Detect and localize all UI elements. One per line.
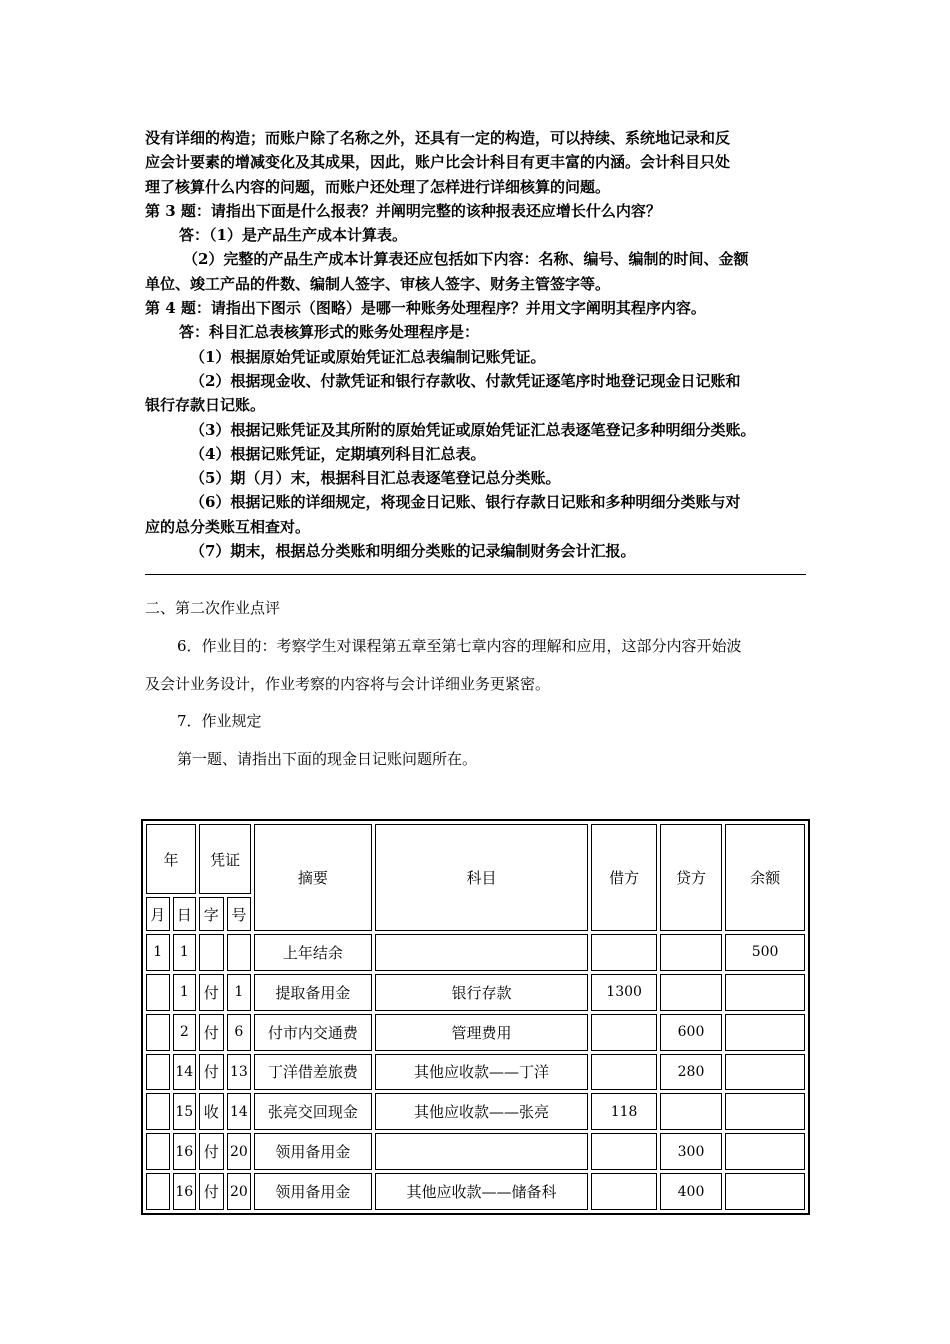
cell-debit <box>591 934 656 971</box>
q4-step-7: （7）期末，根据总分类账和明细分类账的记录编制财务会计汇报。 <box>190 542 636 561</box>
header-summary: 摘要 <box>254 824 372 931</box>
cell-summary: 上年结余 <box>254 934 372 971</box>
table-row <box>146 934 805 971</box>
q3-question: 第 3 题：请指出下面是什么报表？并阐明完整的该种报表还应增长什么内容？ <box>145 201 661 220</box>
cell-number: 20 <box>227 1133 252 1170</box>
cell-month <box>146 1133 170 1170</box>
cell-month <box>146 1014 170 1051</box>
intro-line-2: 应会计要素的增减变化及其成果，因此，账户比会计科目有更丰富的内涵。会计科目只处 <box>145 153 731 172</box>
cell-day: 1 <box>173 934 197 971</box>
q4-step-3: （3）根据记账凭证及其所附的原始凭证或原始凭证汇总表逐笔登记多种明细分类账。 <box>190 420 756 439</box>
cell-number: 1 <box>227 974 252 1011</box>
cell-type: 付 <box>199 1173 224 1210</box>
table-row <box>146 1093 805 1130</box>
cell-type: 付 <box>199 974 224 1011</box>
cell-balance <box>725 974 805 1011</box>
cell-balance: 500 <box>725 934 805 971</box>
q4-answer-intro: 答：科目汇总表核算形式的账务处理程序是： <box>179 323 480 342</box>
cell-debit <box>591 1054 656 1091</box>
answer-block <box>145 126 810 563</box>
cell-number: 6 <box>227 1014 252 1051</box>
table-row <box>146 974 805 1011</box>
cell-summary: 提取备用金 <box>254 974 372 1011</box>
cell-month <box>146 1093 170 1130</box>
q4-step-5: （5）期（月）末，根据科目汇总表逐笔登记总分类账。 <box>190 469 561 488</box>
header-year: 年 <box>146 824 196 894</box>
item-6-line-2: 及会计业务设计，作业考察的内容将与会计详细业务更紧密。 <box>145 674 551 693</box>
cell-day: 16 <box>173 1173 197 1210</box>
header-month: 月 <box>146 897 170 931</box>
cell-summary: 丁洋借差旅费 <box>254 1054 372 1091</box>
q4-question: 第 4 题：请指出下图示（图略）是哪一种账务处理程序？并用文字阐明其程序内容。 <box>145 299 706 318</box>
cell-account: 其他应收款——丁洋 <box>375 1054 589 1091</box>
header-row-1 <box>146 824 805 894</box>
cell-debit: 118 <box>591 1093 656 1130</box>
cell-account: 银行存款 <box>375 974 589 1011</box>
header-account: 科目 <box>375 824 589 931</box>
cell-account: 其他应收款——储备科 <box>375 1173 589 1210</box>
cell-balance <box>725 1173 805 1210</box>
cell-debit: 1300 <box>591 974 656 1011</box>
cell-summary: 付市内交通费 <box>254 1014 372 1051</box>
cell-month <box>146 1054 170 1091</box>
cell-summary: 领用备用金 <box>254 1173 372 1210</box>
q4-step-4: （4）根据记账凭证，定期填列科目汇总表。 <box>190 444 486 463</box>
header-voucher: 凭证 <box>199 824 251 894</box>
section-2 <box>145 590 810 779</box>
question-1: 第一题、请指出下面的现金日记账问题所在。 <box>177 750 478 769</box>
header-credit: 贷方 <box>660 824 722 931</box>
cell-day: 14 <box>173 1054 197 1091</box>
intro-line-1: 没有详细的构造；而账户除了名称之外，还具有一定的构造，可以持续、系统地记录和反 <box>145 129 731 147</box>
cell-debit <box>591 1133 656 1170</box>
table-row <box>146 1133 805 1170</box>
cell-credit: 600 <box>660 1014 722 1051</box>
cell-balance <box>725 1014 805 1051</box>
q4-step-1: （1）根据原始凭证或原始凭证汇总表编制记账凭证。 <box>190 347 546 366</box>
intro-line-3: 理了核算什么内容的问题，而账户还处理了怎样进行详细核算的问题。 <box>145 177 611 196</box>
cell-balance <box>725 1133 805 1170</box>
item-6-line-1: 6．作业目的：考察学生对课程第五章至第七章内容的理解和应用，这部分内容开始波 <box>177 636 742 655</box>
cell-credit: 280 <box>660 1054 722 1091</box>
cell-day: 2 <box>173 1014 197 1051</box>
cell-day: 1 <box>173 974 197 1011</box>
cell-type: 付 <box>199 1014 224 1051</box>
table-row <box>146 1014 805 1051</box>
cell-month <box>146 1173 170 1210</box>
cell-account <box>375 1133 589 1170</box>
cell-type <box>199 934 224 971</box>
item-7: 7．作业规定 <box>177 712 262 731</box>
cell-number: 13 <box>227 1054 252 1091</box>
cell-month: 1 <box>146 934 170 971</box>
cell-type: 付 <box>199 1133 224 1170</box>
cell-credit <box>660 974 722 1011</box>
cell-day: 15 <box>173 1093 197 1130</box>
cell-account <box>375 934 589 971</box>
cell-credit: 400 <box>660 1173 722 1210</box>
q4-step-2-line-1: （2）根据现金收、付款凭证和银行存款收、付款凭证逐笔序时地登记现金日记账和 <box>190 371 741 390</box>
cell-number: 20 <box>227 1173 252 1210</box>
cell-debit <box>591 1014 656 1051</box>
cell-account: 其他应收款——张亮 <box>375 1093 589 1130</box>
cell-credit <box>660 1093 722 1130</box>
cash-journal-table <box>141 819 810 1215</box>
cell-debit <box>591 1173 656 1210</box>
q3-answer-2-line-1: （2）完整的产品生产成本计算表还应包括如下内容：名称、编号、编制的时间、金额 <box>183 250 749 269</box>
cell-month <box>146 974 170 1011</box>
cell-balance <box>725 1054 805 1091</box>
header-day: 日 <box>173 897 197 931</box>
cell-balance <box>725 1093 805 1130</box>
header-balance: 余额 <box>725 824 805 931</box>
cell-credit <box>660 934 722 971</box>
table-row <box>146 1173 805 1210</box>
q4-step-6-line-2: 应的总分类账互相查对。 <box>145 517 311 536</box>
header-number: 号 <box>227 897 252 931</box>
cell-summary: 张亮交回现金 <box>254 1093 372 1130</box>
cell-type: 付 <box>199 1054 224 1091</box>
cell-number: 14 <box>227 1093 252 1130</box>
cell-day: 16 <box>173 1133 197 1170</box>
cell-summary: 领用备用金 <box>254 1133 372 1170</box>
cell-account: 管理费用 <box>375 1014 589 1051</box>
section-divider <box>145 574 806 575</box>
table-row <box>146 1054 805 1091</box>
q3-answer-2-line-2: 单位、竣工产品的件数、编制人签字、审核人签字、财务主管签字等。 <box>145 274 611 293</box>
q4-step-2-line-2: 银行存款日记账。 <box>145 396 266 415</box>
q4-step-6-line-1: （6）根据记账的详细规定，将现金日记账、银行存款日记账和多种明细分类账与对 <box>190 493 741 512</box>
section-2-heading: 二、第二次作业点评 <box>145 599 281 617</box>
cell-number <box>227 934 252 971</box>
cell-type: 收 <box>199 1093 224 1130</box>
header-debit: 借方 <box>591 824 656 931</box>
header-type: 字 <box>199 897 224 931</box>
q3-answer-1: 答：（1）是产品生产成本计算表。 <box>179 226 407 245</box>
cell-credit: 300 <box>660 1133 722 1170</box>
